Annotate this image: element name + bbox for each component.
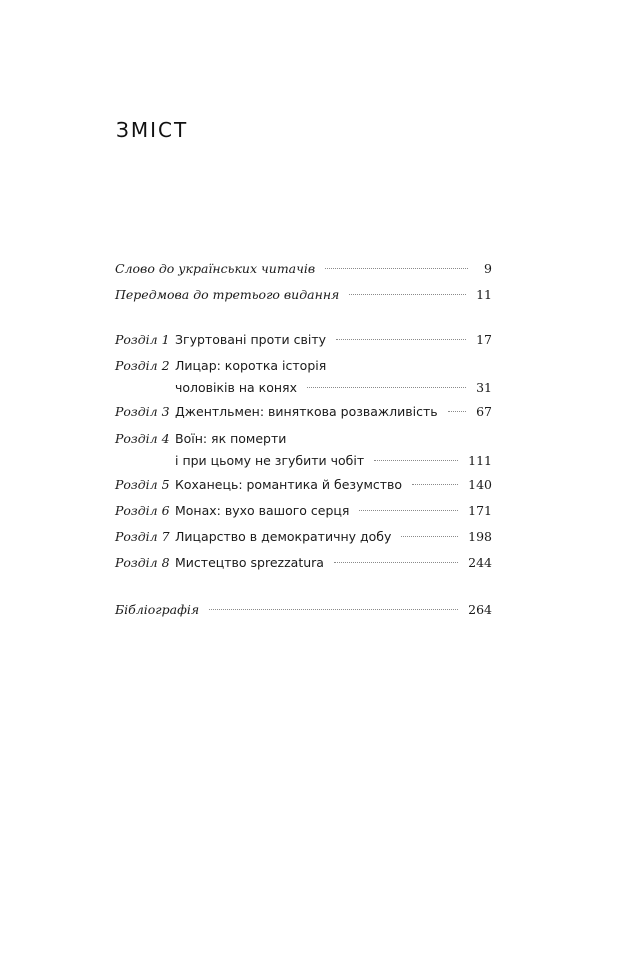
dot-leader	[412, 484, 458, 485]
chapter-page: 111	[468, 453, 492, 468]
toc-entry-chapter-3[interactable]	[115, 401, 492, 423]
chapter-page: 31	[476, 380, 492, 395]
dot-leader	[401, 536, 458, 537]
chapter-title: Джентльмен: виняткова розважливість	[175, 404, 438, 419]
dot-leader	[334, 562, 458, 563]
chapter-title: Лицарство в демократичну добу	[175, 529, 392, 544]
toc-entry-chapter-1[interactable]	[115, 329, 492, 351]
chapter-title: Згуртовані проти світу	[175, 332, 327, 347]
dot-leader	[307, 387, 466, 388]
chapter-page: 244	[468, 555, 492, 570]
toc-entry-bibliography[interactable]	[115, 599, 492, 621]
dot-leader	[374, 460, 458, 461]
toc-entry-foreword-ukrainian[interactable]	[115, 258, 492, 280]
dot-leader	[349, 294, 466, 295]
chapter-page: 67	[476, 404, 492, 419]
toc-entry-chapter-5[interactable]	[115, 474, 492, 496]
entry-page: 11	[476, 287, 492, 302]
entry-page: 9	[484, 261, 492, 276]
chapter-title-line-1: Лицар: коротка історія	[175, 358, 327, 373]
chapter-title: Коханець: романтика й безумство	[175, 477, 403, 492]
chapter-page: 17	[476, 332, 492, 347]
toc-entry-chapter-7[interactable]	[115, 526, 492, 548]
toc-entry-chapter-8[interactable]	[115, 552, 492, 574]
dot-leader	[359, 510, 458, 511]
chapter-label: Розділ 6	[115, 503, 170, 518]
dot-leader	[209, 609, 458, 610]
chapter-title: Мистецтво sprezzatura	[175, 555, 324, 570]
dot-leader	[448, 411, 466, 412]
chapter-label: Розділ 3	[115, 404, 170, 419]
chapter-label: Розділ 1	[115, 332, 170, 347]
toc-entry-chapter-2[interactable]	[115, 355, 492, 399]
toc-entry-preface-third-edition[interactable]	[115, 284, 492, 306]
chapter-title-line-2: і при цьому не згубити чобіт	[175, 453, 365, 468]
chapter-page: 198	[468, 529, 492, 544]
chapter-page: 171	[468, 503, 492, 518]
chapter-label: Розділ 2	[115, 358, 170, 373]
toc-entry-chapter-6[interactable]	[115, 500, 492, 522]
chapter-title-line-2: чоловіків на конях	[175, 380, 297, 395]
chapter-label: Розділ 5	[115, 477, 170, 492]
chapter-page: 140	[468, 477, 492, 492]
dot-leader	[336, 339, 466, 340]
entry-page: 264	[468, 602, 492, 617]
chapter-label: Розділ 8	[115, 555, 170, 570]
entry-title: Слово до українських читачів	[115, 261, 316, 276]
chapter-label: Розділ 4	[115, 431, 170, 446]
toc-entry-chapter-4[interactable]	[115, 428, 492, 472]
entry-title: Бібліографія	[115, 602, 200, 617]
chapter-label: Розділ 7	[115, 529, 170, 544]
entry-title: Передмова до третього видання	[115, 287, 340, 302]
chapter-title: Монах: вухо вашого серця	[175, 503, 350, 518]
page-title: ЗМІСТ	[116, 118, 189, 142]
dot-leader	[325, 268, 468, 269]
chapter-title-line-1: Воїн: як померти	[175, 431, 287, 446]
